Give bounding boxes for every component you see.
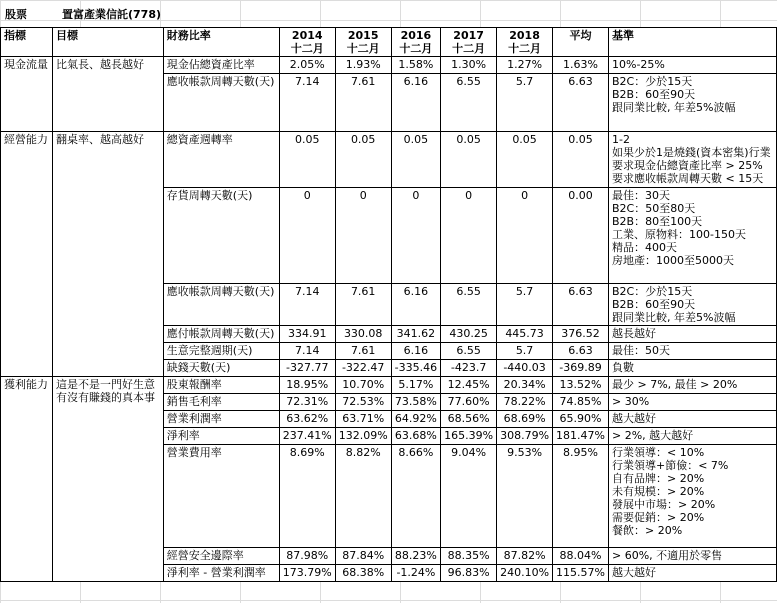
value-cell[interactable]: 7.61 <box>335 343 391 360</box>
average-cell[interactable]: 376.52 <box>553 326 609 343</box>
value-cell[interactable]: 1.58% <box>391 57 440 74</box>
value-cell[interactable]: 0 <box>497 188 553 284</box>
value-cell[interactable]: 7.61 <box>335 284 391 326</box>
average-cell[interactable]: -369.89 <box>553 360 609 377</box>
benchmark-cell[interactable]: 1-2 如果少於1是燒錢(資本密集)行業 要求現金佔總資產比率 > 25% 要求應收帳款周轉天數 < 15天 <box>609 132 777 188</box>
value-cell[interactable]: 7.14 <box>279 284 335 326</box>
goal-cell-cash[interactable]: 比氣長、越長越好 <box>52 57 163 132</box>
value-cell[interactable]: 8.66% <box>391 445 440 548</box>
financial-ratio-table <box>0 27 777 582</box>
header-goal[interactable]: 目標 <box>52 28 163 57</box>
header-year-2018[interactable]: 2018 十二月 <box>497 28 553 57</box>
value-cell[interactable]: 72.31% <box>279 394 335 411</box>
average-cell[interactable]: 1.63% <box>553 57 609 74</box>
value-cell[interactable]: 72.53% <box>335 394 391 411</box>
value-cell[interactable]: 6.55 <box>441 74 497 132</box>
benchmark-cell[interactable]: 最少 > 7%, 最佳 > 20% <box>609 377 777 394</box>
ratio-name-cell[interactable]: 存貨周轉天數(天) <box>163 188 279 284</box>
ratio-name-cell[interactable]: 現金佔總資產比率 <box>163 57 279 74</box>
value-cell[interactable]: 7.14 <box>279 74 335 132</box>
value-cell[interactable]: 88.35% <box>441 548 497 565</box>
benchmark-cell[interactable]: 負數 <box>609 360 777 377</box>
table-row <box>1 132 777 188</box>
value-cell[interactable]: 6.55 <box>441 284 497 326</box>
benchmark-cell[interactable]: 10%-25% <box>609 57 777 74</box>
value-cell[interactable]: 73.58% <box>391 394 440 411</box>
value-cell[interactable]: 87.98% <box>279 548 335 565</box>
value-cell[interactable]: 68.69% <box>497 411 553 428</box>
benchmark-cell[interactable]: > 2%, 越大越好 <box>609 428 777 445</box>
value-cell[interactable]: 1.30% <box>441 57 497 74</box>
benchmark-cell[interactable]: 行業領導：< 10% 行業領導+節儉：< 7% 自有品牌：> 20% 未有規模：> 20% 發展中市場：> 20% 需要促銷：> 20% 餐飲：> 20% <box>609 445 777 548</box>
value-cell[interactable]: 63.71% <box>335 411 391 428</box>
sheet-header <box>0 0 777 28</box>
value-cell[interactable]: 8.69% <box>279 445 335 548</box>
ratio-name-cell[interactable]: 淨利率 <box>163 428 279 445</box>
value-cell[interactable]: -327.77 <box>279 360 335 377</box>
benchmark-cell[interactable]: B2C：少於15天 B2B：60至90天 跟同業比較, 年差5%波幅 <box>609 284 777 326</box>
table-row <box>1 57 777 74</box>
stock-label: 股票 <box>5 8 27 21</box>
value-cell[interactable]: 132.09% <box>335 428 391 445</box>
value-cell[interactable]: 6.16 <box>391 74 440 132</box>
benchmark-cell[interactable]: B2C：少於15天 B2B：60至90天 跟同業比較, 年差5%波幅 <box>609 74 777 132</box>
value-cell[interactable]: 7.61 <box>335 74 391 132</box>
ratio-name-cell[interactable]: 淨利率 - 營業利潤率 <box>163 565 279 582</box>
value-cell[interactable]: 330.08 <box>335 326 391 343</box>
value-cell[interactable]: 430.25 <box>441 326 497 343</box>
value-cell[interactable]: 96.83% <box>441 565 497 582</box>
value-cell[interactable]: 0.05 <box>335 132 391 188</box>
value-cell[interactable]: 445.73 <box>497 326 553 343</box>
value-cell[interactable]: 88.23% <box>391 548 440 565</box>
company-name[interactable]: 置富產業信託(778) <box>62 8 162 21</box>
value-cell[interactable]: 9.04% <box>441 445 497 548</box>
value-cell[interactable]: 78.22% <box>497 394 553 411</box>
benchmark-cell[interactable]: 最佳：30天 B2C：50至80天 B2B：80至100天 工業、原物料：100-150天 精品：400天 房地產：1000至5000天 <box>609 188 777 284</box>
value-cell[interactable]: 9.53% <box>497 445 553 548</box>
header-average[interactable]: 平均 <box>553 28 609 57</box>
value-cell[interactable]: 87.84% <box>335 548 391 565</box>
ratio-name-cell[interactable]: 營業利潤率 <box>163 411 279 428</box>
benchmark-cell[interactable]: 越大越好 <box>609 565 777 582</box>
value-cell[interactable]: 0.05 <box>497 132 553 188</box>
value-cell[interactable]: 2.05% <box>279 57 335 74</box>
average-cell[interactable]: 0.05 <box>553 132 609 188</box>
average-cell[interactable]: 65.90% <box>553 411 609 428</box>
value-cell[interactable]: 6.55 <box>441 343 497 360</box>
value-cell[interactable]: 7.14 <box>279 343 335 360</box>
value-cell[interactable]: 20.34% <box>497 377 553 394</box>
value-cell[interactable]: 0 <box>279 188 335 284</box>
value-cell[interactable]: 77.60% <box>441 394 497 411</box>
ratio-name-cell[interactable]: 缺錢天數(天) <box>163 360 279 377</box>
indicator-cell-cash[interactable]: 現金流量 <box>1 57 53 132</box>
value-cell[interactable]: 0 <box>441 188 497 284</box>
value-cell[interactable]: 5.7 <box>497 284 553 326</box>
header-ratio[interactable]: 財務比率 <box>163 28 279 57</box>
value-cell[interactable]: -423.7 <box>441 360 497 377</box>
value-cell[interactable]: 6.16 <box>391 343 440 360</box>
value-cell[interactable]: -440.03 <box>497 360 553 377</box>
benchmark-cell[interactable]: > 60%, 不適用於零售 <box>609 548 777 565</box>
goal-cell-profit[interactable]: 這是不是一門好生意 有沒有賺錢的真本事 <box>52 377 163 582</box>
value-cell[interactable]: 237.41% <box>279 428 335 445</box>
ratio-name-cell[interactable]: 經營安全邊際率 <box>163 548 279 565</box>
value-cell[interactable]: 8.82% <box>335 445 391 548</box>
benchmark-cell[interactable]: > 30% <box>609 394 777 411</box>
value-cell[interactable]: 308.79% <box>497 428 553 445</box>
value-cell[interactable]: 68.56% <box>441 411 497 428</box>
value-cell[interactable]: 1.93% <box>335 57 391 74</box>
value-cell[interactable]: 0 <box>335 188 391 284</box>
value-cell[interactable]: -322.47 <box>335 360 391 377</box>
value-cell[interactable]: 63.68% <box>391 428 440 445</box>
value-cell[interactable]: 5.7 <box>497 74 553 132</box>
ratio-name-cell[interactable]: 銷售毛利率 <box>163 394 279 411</box>
value-cell[interactable]: 0.05 <box>391 132 440 188</box>
average-cell[interactable]: 13.52% <box>553 377 609 394</box>
average-cell[interactable]: 88.04% <box>553 548 609 565</box>
header-year-2017[interactable]: 2017 十二月 <box>441 28 497 57</box>
average-cell[interactable]: 8.95% <box>553 445 609 548</box>
value-cell[interactable]: -1.24% <box>391 565 440 582</box>
value-cell[interactable]: 63.62% <box>279 411 335 428</box>
ratio-name-cell[interactable]: 應收帳款周轉天數(天) <box>163 284 279 326</box>
header-year-2015[interactable]: 2015 十二月 <box>335 28 391 57</box>
goal-cell-ops[interactable]: 翻桌率、越高越好 <box>52 132 163 377</box>
ratio-name-cell[interactable]: 生意完整週期(天) <box>163 343 279 360</box>
value-cell[interactable]: 165.39% <box>441 428 497 445</box>
average-cell[interactable]: 6.63 <box>553 74 609 132</box>
value-cell[interactable]: 18.95% <box>279 377 335 394</box>
value-cell[interactable]: 0.05 <box>441 132 497 188</box>
average-cell[interactable]: 6.63 <box>553 343 609 360</box>
value-cell[interactable]: 173.79% <box>279 565 335 582</box>
value-cell[interactable]: 240.10% <box>497 565 553 582</box>
average-cell[interactable]: 115.57% <box>553 565 609 582</box>
value-cell[interactable]: 0.05 <box>279 132 335 188</box>
value-cell[interactable]: 12.45% <box>441 377 497 394</box>
ratio-name-cell[interactable]: 總資產週轉率 <box>163 132 279 188</box>
header-benchmark[interactable]: 基準 <box>609 28 777 57</box>
value-cell[interactable]: 5.7 <box>497 343 553 360</box>
value-cell[interactable]: 1.27% <box>497 57 553 74</box>
value-cell[interactable]: 341.62 <box>391 326 440 343</box>
ratio-name-cell[interactable]: 股東報酬率 <box>163 377 279 394</box>
average-cell[interactable]: 6.63 <box>553 284 609 326</box>
ratio-name-cell[interactable]: 應付帳款周轉天數(天) <box>163 326 279 343</box>
indicator-cell-ops[interactable]: 經營能力 <box>1 132 53 377</box>
column-header-row <box>1 28 777 57</box>
ratio-name-cell[interactable]: 應收帳款周轉天數(天) <box>163 74 279 132</box>
value-cell[interactable]: 68.38% <box>335 565 391 582</box>
header-year-2016[interactable]: 2016 十二月 <box>391 28 440 57</box>
value-cell[interactable]: 5.17% <box>391 377 440 394</box>
benchmark-cell[interactable]: 越長越好 <box>609 326 777 343</box>
indicator-cell-profit[interactable]: 獲利能力 <box>1 377 53 582</box>
header-indicator[interactable]: 指標 <box>1 28 53 57</box>
value-cell[interactable]: 334.91 <box>279 326 335 343</box>
value-cell[interactable]: 64.92% <box>391 411 440 428</box>
value-cell[interactable]: 87.82% <box>497 548 553 565</box>
value-cell[interactable]: 6.16 <box>391 284 440 326</box>
average-cell[interactable]: 0.00 <box>553 188 609 284</box>
table-row <box>1 377 777 394</box>
table-body <box>1 57 777 582</box>
value-cell[interactable]: 0 <box>391 188 440 284</box>
ratio-name-cell[interactable]: 營業費用率 <box>163 445 279 548</box>
average-cell[interactable]: 181.47% <box>553 428 609 445</box>
benchmark-cell[interactable]: 最佳：50天 <box>609 343 777 360</box>
value-cell[interactable]: -335.46 <box>391 360 440 377</box>
value-cell[interactable]: 10.70% <box>335 377 391 394</box>
benchmark-cell[interactable]: 越大越好 <box>609 411 777 428</box>
header-year-2014[interactable]: 2014 十二月 <box>279 28 335 57</box>
average-cell[interactable]: 74.85% <box>553 394 609 411</box>
